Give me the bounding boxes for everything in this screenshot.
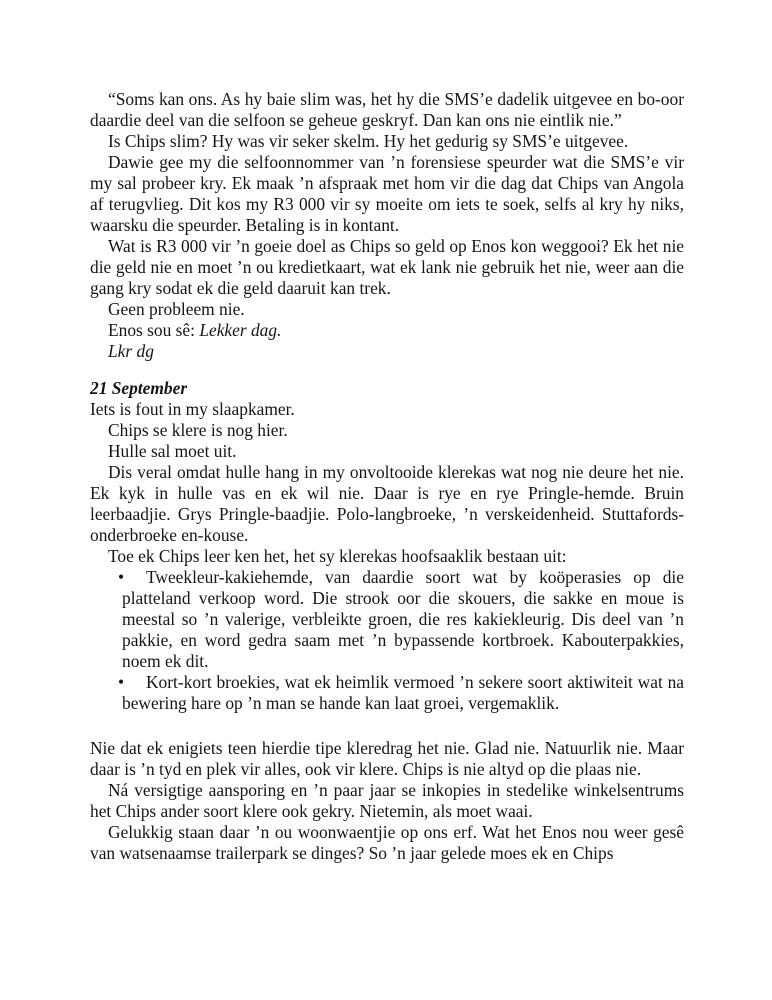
paragraph: Geen probleem nie.	[108, 299, 245, 319]
clothing-list	[90, 567, 684, 714]
list-item	[118, 672, 684, 714]
paragraph: Is Chips slim? Hy was vir seker skelm. Hy het gedurig sy SMS’e uitgevee.	[108, 131, 629, 151]
bullet-marker: •	[118, 567, 125, 587]
paragraph: Chips se klere is nog hier.	[108, 420, 288, 440]
list-item-text: Kort-kort broekies, wat ek heimlik vermoed ’n sekere soort aktiwiteit wat na bewering hare op ’n man se hande kan laat groei, vergemaklik.	[122, 672, 684, 713]
paragraph: Gelukkig staan daar ’n ou woonwaentjie op ons erf. Wat het Enos nou weer gesê van watsenaamse trailerpark se dinges? So ’n jaar gelede moes ek en Chips	[90, 822, 684, 863]
enos-quote-paragraph	[90, 320, 684, 341]
list-item	[118, 567, 684, 672]
sms-abbreviation-text: Lkr dg	[108, 341, 154, 361]
paragraph: Iets is fout in my slaapkamer.	[90, 399, 295, 419]
list-item-text: Tweekleur-kakiehemde, van daardie soort wat by koöperasies op die platteland verkoop word. Die strook oor die skouers, die sakke en moue is meestal so ’n valerige, verbleikte groen, die res kakiekleurig. Dis deel van ’n pakkie, en word gedra saam met ’n bypassende kortbroek. Kabouterpakkies, noem ek dit.	[122, 567, 684, 671]
paragraph: Ná versigtige aansporing en ’n paar jaar se inkopies in stedelike winkelsentrums het Chips ander soort klere ook gekry. Nietemin, als moet waai.	[90, 780, 684, 821]
date-heading: 21 September	[90, 378, 188, 398]
paragraph: Nie dat ek enigiets teen hierdie tipe kleredrag het nie. Glad nie. Natuurlik nie. Maar daar is ’n tyd en plek vir alles, ook vir klere. Chips is nie altyd op die plaas nie.	[90, 738, 684, 779]
paragraph: Toe ek Chips leer ken het, het sy klerekas hoofsaaklik bestaan uit:	[108, 546, 567, 566]
paragraph: Hulle sal moet uit.	[108, 441, 237, 461]
enos-prefix: Enos sou sê:	[108, 320, 200, 340]
paragraph: Wat is R3 000 vir ’n goeie doel as Chips so geld op Enos kon weggooi? Ek het nie die geld nie en moet ’n ou kredietkaart, wat ek lank nie gebruik het nie, weer aan die gang kry sodat ek die geld daaruit kan trek.	[90, 236, 684, 298]
paragraph: Dis veral omdat hulle hang in my onvoltooide klerekas wat nog nie deure het nie. Ek kyk in hulle vas en ek wil nie. Daar is rye en rye Pringle-hemde. Bruin leerbaadjie. Grys Pringle-baadjie. Polo-langbroeke, ’n verskeidenheid. Stuttafords-onderbroeke en-kouse.	[90, 462, 684, 545]
paragraph: “Soms kan ons. As hy baie slim was, het hy die SMS’e dadelik uitgevee en bo-oor daardie deel van die selfoon se geheue geskryf. Dan kan ons nie eintlik nie.”	[90, 89, 684, 130]
sms-abbreviation	[90, 341, 684, 362]
enos-italic-phrase: Lekker dag.	[199, 320, 282, 340]
bullet-marker: •	[118, 672, 125, 692]
paragraph: Dawie gee my die selfoonnommer van ’n forensiese speurder wat die SMS’e vir my sal probeer kry. Ek maak ’n afspraak met hom vir die dag dat Chips van Angola af terugvlieg. Dit kos my R3 000 vir sy moeite om iets te soek, selfs al kry hy niks, waarsku die speurder. Betaling is in kontant.	[90, 152, 684, 235]
